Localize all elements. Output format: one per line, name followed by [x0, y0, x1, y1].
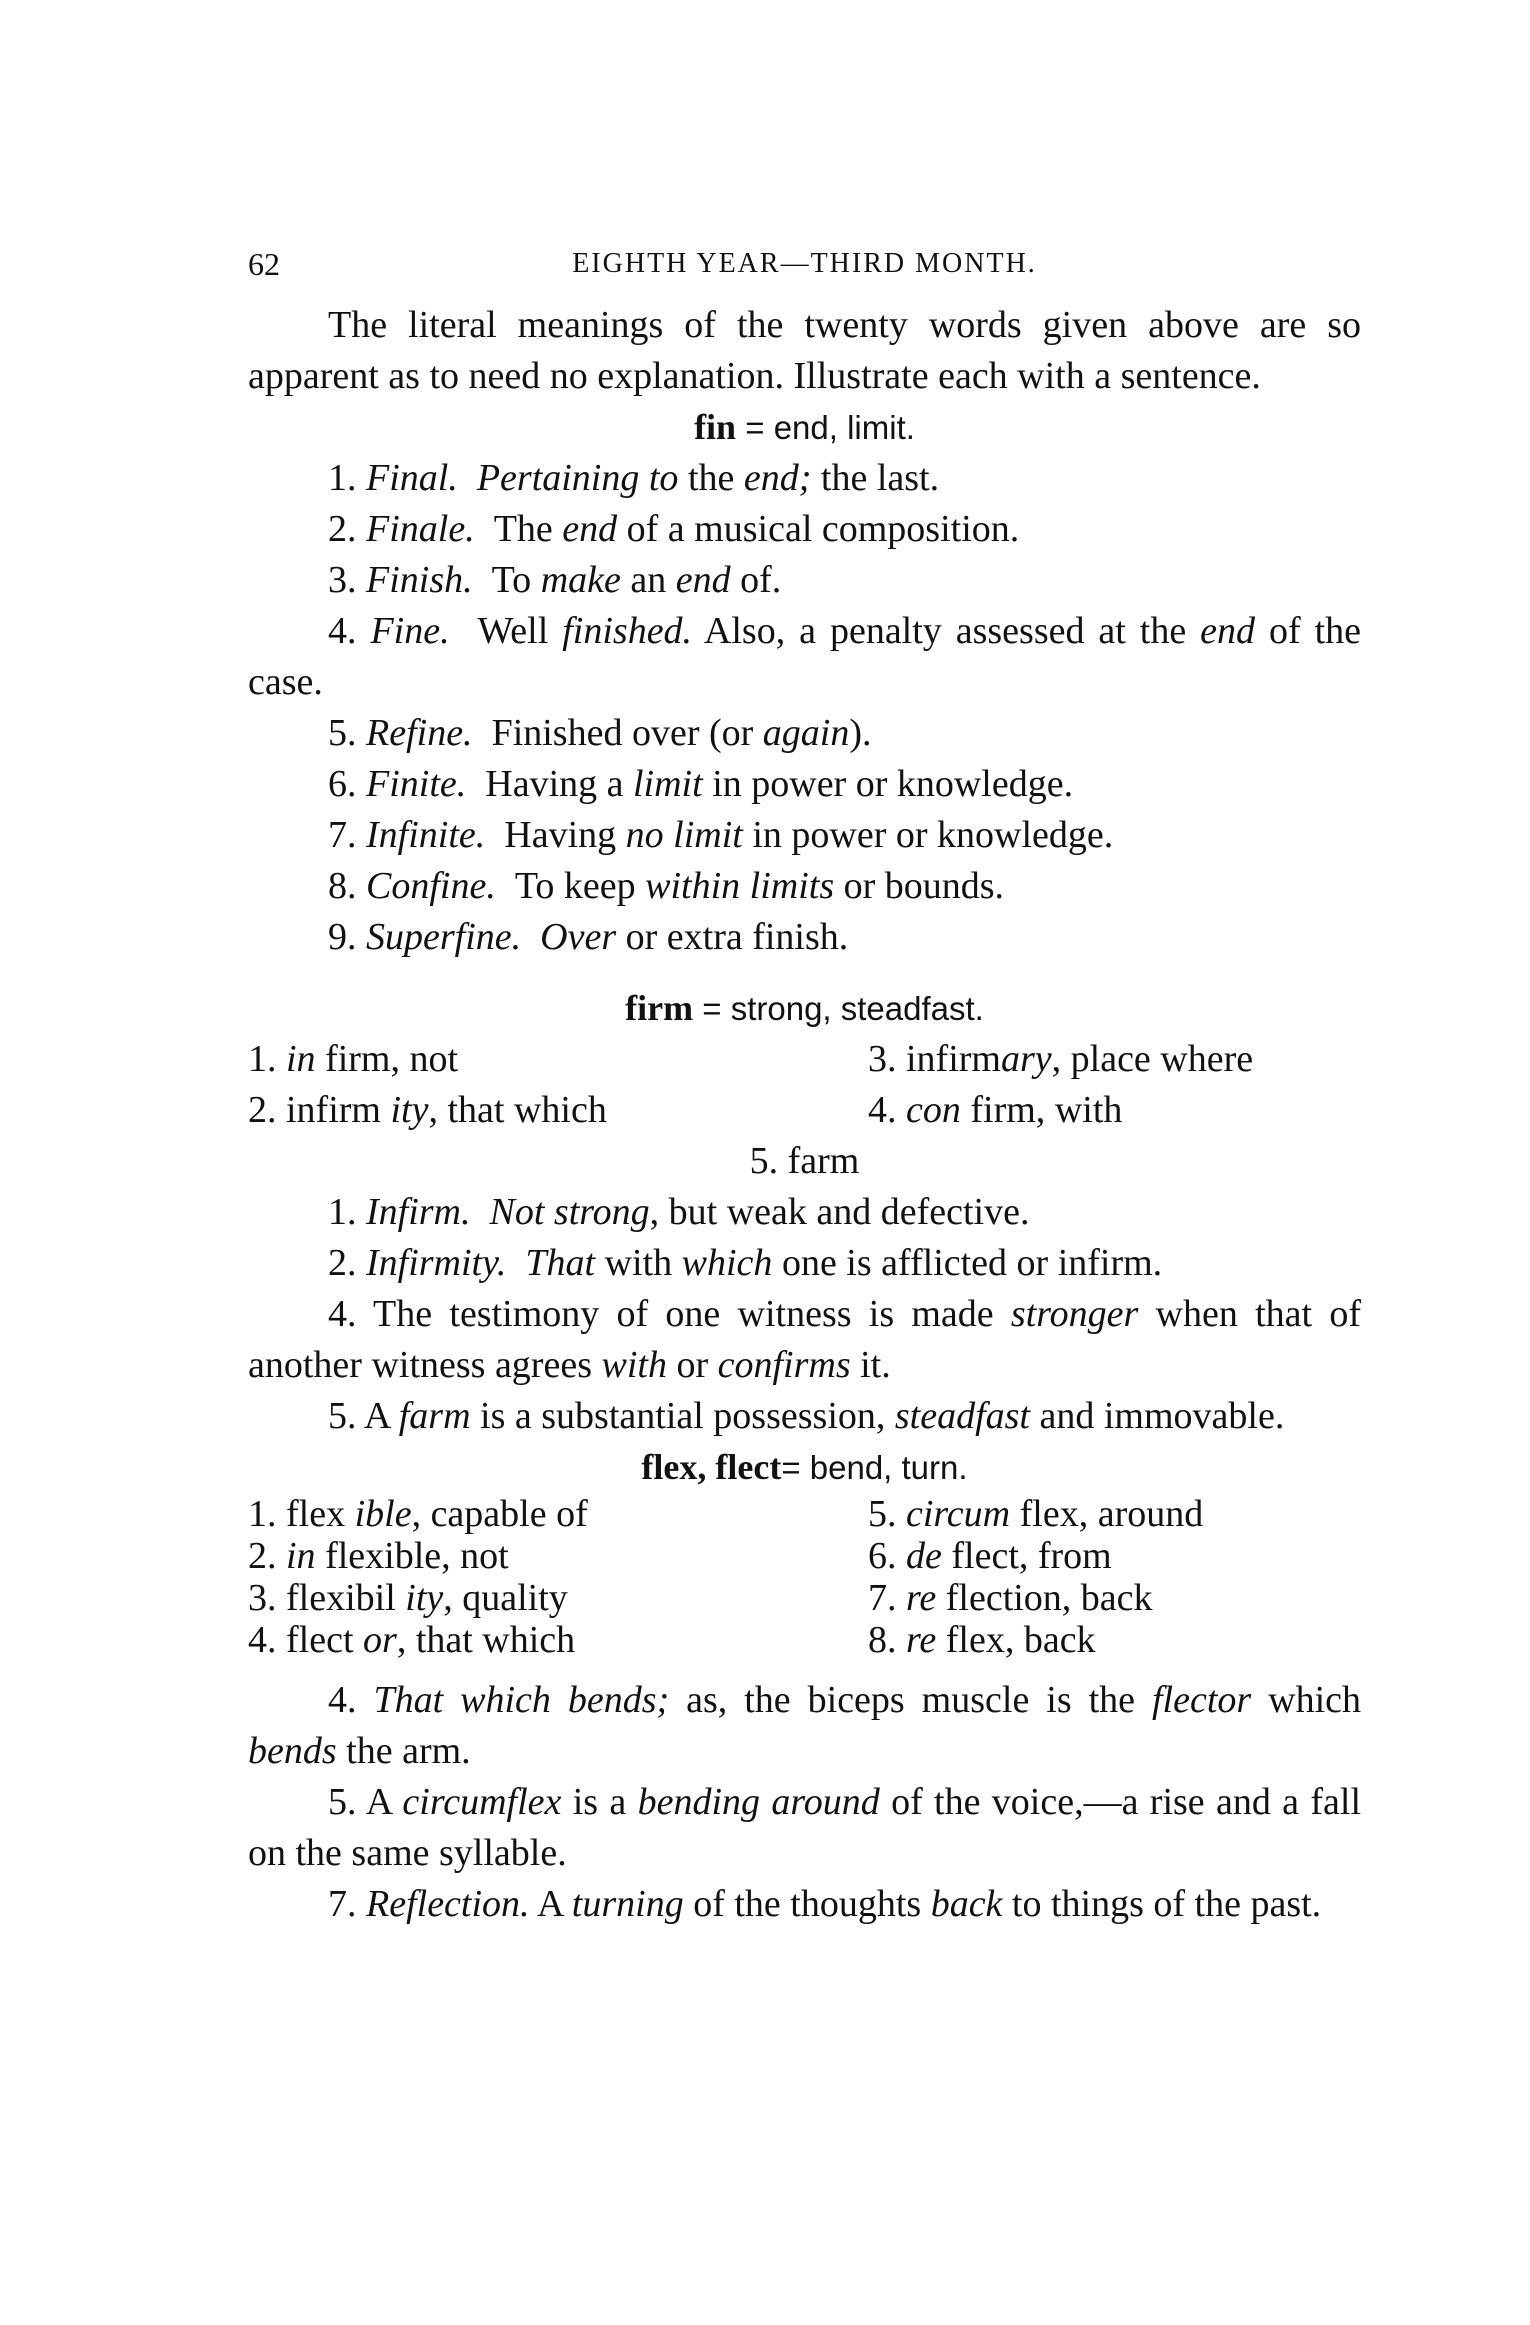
flex-derivative: 5. circum flex, around	[868, 1493, 1204, 1535]
heading-firm: firm = strong, steadfast.	[625, 988, 984, 1028]
running-title: EIGHTH YEAR—THIRD MONTH.	[572, 248, 1037, 279]
flex-derivative: 1. flex ible, capable of	[248, 1493, 588, 1535]
firm-derivative: 4. con firm, with	[868, 1089, 1123, 1131]
fin-entry-7: 7. Infinite. Having no limit in power or knowledge.	[328, 814, 1114, 856]
fin-entry-5: 5. Refine. Finished over (or again).	[328, 712, 872, 754]
flex-paragraph-4: 4. That which bends; as, the biceps muscle is the flector which bends the arm.	[248, 1679, 1361, 1772]
flex-paragraph-7: 7. Reflection. A turning of the thoughts back to things of the past.	[328, 1883, 1322, 1925]
flex-derivative: 3. flexibil ity, quality	[248, 1577, 568, 1619]
flex-derivative: 2. in flexible, not	[248, 1535, 509, 1577]
page-number: 62	[248, 246, 280, 282]
fin-entry-2: 2. Finale. The end of a musical composition.	[328, 508, 1020, 550]
flex-derivative: 8. re flex, back	[868, 1619, 1096, 1661]
intro-paragraph: The literal meanings of the twenty words given above are so apparent as to need no explanation. Illustrate each with a sentence.	[248, 304, 1361, 397]
firm-derivative: 1. in firm, not	[248, 1038, 459, 1080]
page-body	[248, 300, 1361, 1930]
fin-entry-9: 9. Superfine. Over or extra finish.	[328, 916, 849, 958]
flex-derivatives	[248, 1493, 1361, 1661]
heading-flex: flex, flect= bend, turn.	[641, 1447, 968, 1487]
fin-entry-3: 3. Finish. To make an end of.	[328, 559, 782, 601]
flex-paragraph-5: 5. A circumflex is a bending around of the voice,—a rise and a fall on the same syllable.	[248, 1781, 1362, 1874]
fin-entry-8: 8. Confine. To keep within limits or bounds.	[328, 865, 1005, 907]
firm-entry-1: 1. Infirm. Not strong, but weak and defective.	[328, 1191, 1030, 1233]
flex-derivative: 7. re flection, back	[868, 1577, 1153, 1619]
firm-derivatives	[248, 1034, 1361, 1136]
fin-entry-4: 4. Fine. Well finished. Also, a penalty assessed at the end of the case.	[248, 610, 1362, 703]
page-header	[248, 246, 1361, 290]
firm-entry-2: 2. Infirmity. That with which one is afflicted or infirm.	[328, 1242, 1163, 1284]
flex-derivative: 4. flect or, that which	[248, 1619, 576, 1661]
flex-derivative: 6. de flect, from	[868, 1535, 1112, 1577]
fin-entry-1: 1. Final. Pertaining to the end; the last.	[328, 457, 940, 499]
firm-derivative-5: 5. farm	[749, 1140, 860, 1182]
firm-derivative: 3. infirmary, place where	[868, 1038, 1254, 1080]
heading-fin: fin = end, limit.	[694, 407, 915, 447]
firm-derivative: 2. infirm ity, that which	[248, 1089, 607, 1131]
firm-paragraph-4: 4. The testimony of one witness is made stronger when that of another witness agrees with or confirms it.	[248, 1293, 1361, 1386]
fin-entry-6: 6. Finite. Having a limit in power or knowledge.	[328, 763, 1074, 805]
firm-paragraph-5: 5. A farm is a substantial possession, steadfast and immovable.	[328, 1395, 1285, 1437]
